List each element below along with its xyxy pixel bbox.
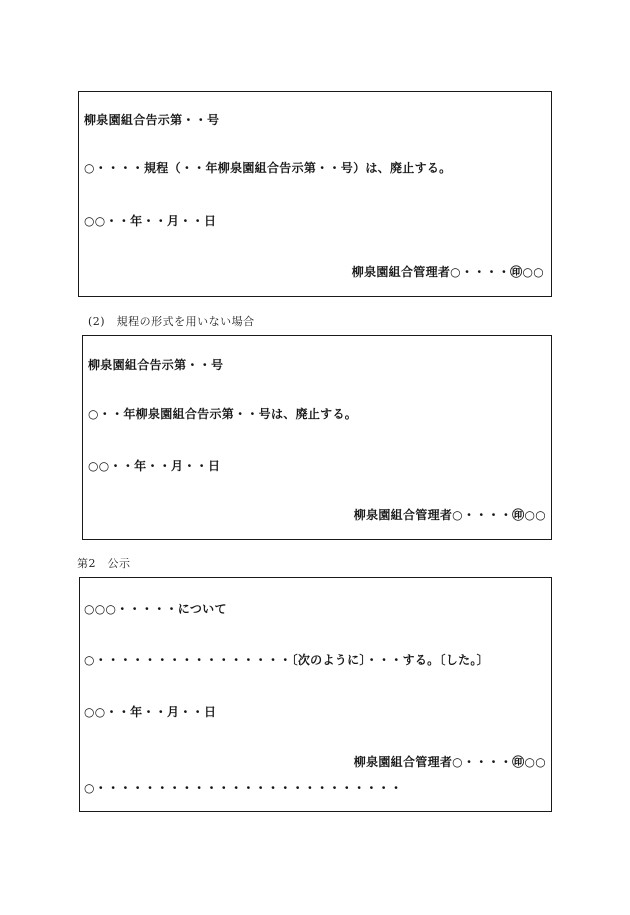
notice-subject-line: ○○○・・・・・について [84, 602, 227, 616]
signature-line: 柳泉園組合管理者○・・・・㊞○○ [353, 755, 546, 769]
section-heading-public-notice: 第2 公示 [77, 557, 131, 570]
notice-content-line: ○・・・・・・・・・・・・・・・・・・・・・・・・・ [84, 781, 403, 795]
signature-line: 柳泉園組合管理者○・・・・㊞○○ [353, 508, 546, 522]
abolition-statement: ○・・年柳泉園組合告示第・・号は、廃止する。 [88, 407, 358, 421]
date-line: ○○・・年・・月・・日 [84, 705, 217, 719]
notice-body-line: ○・・・・・・・・・・・・・・・・〔次のように〕・・・する。〔した。〕 [84, 653, 489, 667]
signature-line: 柳泉園組合管理者○・・・・㊞○○ [351, 265, 544, 279]
abolition-statement: ○・・・・規程（・・年柳泉園組合告示第・・号）は、廃止する。 [84, 161, 452, 175]
date-line: ○○・・年・・月・・日 [88, 459, 221, 473]
date-line: ○○・・年・・月・・日 [84, 214, 217, 228]
notice-number-line: 柳泉園組合告示第・・号 [88, 358, 224, 372]
notice-number-line: 柳泉園組合告示第・・号 [84, 113, 220, 127]
section-caption-no-regulation-form: (2) 規程の形式を用いない場合 [88, 315, 255, 328]
